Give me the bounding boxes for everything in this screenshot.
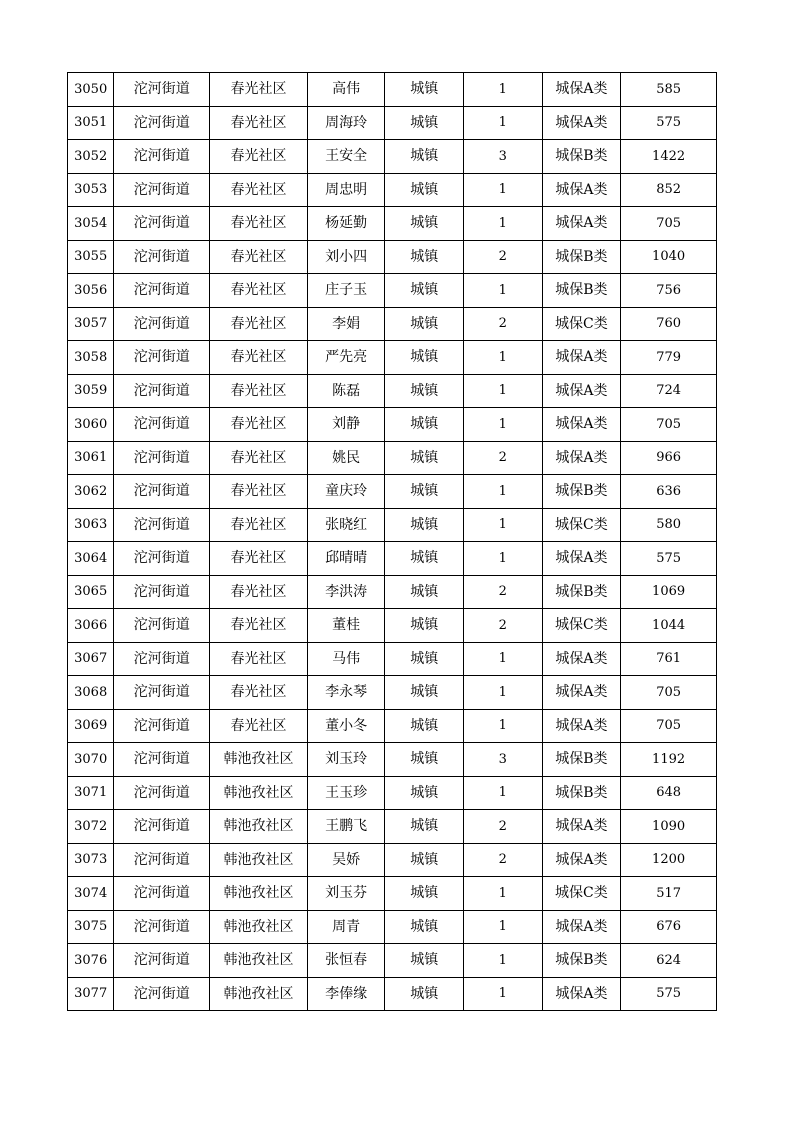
amount-cell: 761 [621,642,717,676]
category-cell: 城保A类 [542,642,621,676]
street-cell: 沱河街道 [114,408,210,442]
amount-cell: 852 [621,173,717,207]
table-row [68,642,717,676]
household-type-cell: 城镇 [385,575,464,609]
household-type-cell: 城镇 [385,408,464,442]
amount-cell: 517 [621,877,717,911]
serial-number-cell: 3058 [68,341,114,375]
street-cell: 沱河街道 [114,843,210,877]
community-cell: 韩池孜社区 [210,776,308,810]
name-cell: 庄子玉 [307,274,385,308]
member-count-cell: 1 [464,508,543,542]
table-row [68,441,717,475]
name-cell: 严先亮 [307,341,385,375]
household-type-cell: 城镇 [385,374,464,408]
category-cell: 城保A类 [542,341,621,375]
amount-cell: 585 [621,73,717,107]
community-cell: 韩池孜社区 [210,743,308,777]
name-cell: 李永琴 [307,676,385,710]
amount-cell: 575 [621,106,717,140]
member-count-cell: 2 [464,609,543,643]
name-cell: 吴娇 [307,843,385,877]
category-cell: 城保A类 [542,810,621,844]
member-count-cell: 1 [464,408,543,442]
amount-cell: 779 [621,341,717,375]
street-cell: 沱河街道 [114,810,210,844]
community-cell: 春光社区 [210,475,308,509]
category-cell: 城保A类 [542,408,621,442]
category-cell: 城保A类 [542,910,621,944]
community-cell: 春光社区 [210,240,308,274]
serial-number-cell: 3062 [68,475,114,509]
community-cell: 春光社区 [210,441,308,475]
name-cell: 刘小四 [307,240,385,274]
amount-cell: 1044 [621,609,717,643]
community-cell: 春光社区 [210,374,308,408]
amount-cell: 1200 [621,843,717,877]
table-row [68,240,717,274]
amount-cell: 580 [621,508,717,542]
name-cell: 周忠明 [307,173,385,207]
household-type-cell: 城镇 [385,508,464,542]
serial-number-cell: 3051 [68,106,114,140]
table-row [68,508,717,542]
community-cell: 春光社区 [210,709,308,743]
member-count-cell: 2 [464,441,543,475]
name-cell: 李娟 [307,307,385,341]
serial-number-cell: 3060 [68,408,114,442]
street-cell: 沱河街道 [114,575,210,609]
name-cell: 周青 [307,910,385,944]
household-type-cell: 城镇 [385,642,464,676]
category-cell: 城保B类 [542,475,621,509]
table-row [68,743,717,777]
member-count-cell: 1 [464,173,543,207]
amount-cell: 705 [621,408,717,442]
household-type-cell: 城镇 [385,106,464,140]
category-cell: 城保B类 [542,743,621,777]
member-count-cell: 1 [464,73,543,107]
name-cell: 刘静 [307,408,385,442]
amount-cell: 676 [621,910,717,944]
member-count-cell: 3 [464,140,543,174]
household-type-cell: 城镇 [385,977,464,1011]
name-cell: 姚民 [307,441,385,475]
community-cell: 春光社区 [210,73,308,107]
table-row [68,810,717,844]
serial-number-cell: 3069 [68,709,114,743]
serial-number-cell: 3053 [68,173,114,207]
category-cell: 城保A类 [542,441,621,475]
street-cell: 沱河街道 [114,609,210,643]
street-cell: 沱河街道 [114,274,210,308]
community-cell: 春光社区 [210,274,308,308]
name-cell: 高伟 [307,73,385,107]
community-cell: 春光社区 [210,173,308,207]
street-cell: 沱河街道 [114,73,210,107]
household-type-cell: 城镇 [385,140,464,174]
household-type-cell: 城镇 [385,877,464,911]
member-count-cell: 2 [464,810,543,844]
category-cell: 城保A类 [542,542,621,576]
name-cell: 董小冬 [307,709,385,743]
member-count-cell: 1 [464,207,543,241]
street-cell: 沱河街道 [114,106,210,140]
community-cell: 春光社区 [210,542,308,576]
serial-number-cell: 3076 [68,944,114,978]
household-type-cell: 城镇 [385,307,464,341]
amount-cell: 636 [621,475,717,509]
records-table [67,72,717,1011]
name-cell: 李洪涛 [307,575,385,609]
table-row [68,575,717,609]
member-count-cell: 3 [464,743,543,777]
community-cell: 春光社区 [210,341,308,375]
amount-cell: 966 [621,441,717,475]
table-row [68,944,717,978]
member-count-cell: 1 [464,542,543,576]
amount-cell: 1192 [621,743,717,777]
member-count-cell: 1 [464,877,543,911]
street-cell: 沱河街道 [114,944,210,978]
household-type-cell: 城镇 [385,207,464,241]
amount-cell: 648 [621,776,717,810]
community-cell: 春光社区 [210,307,308,341]
street-cell: 沱河街道 [114,776,210,810]
street-cell: 沱河街道 [114,877,210,911]
household-type-cell: 城镇 [385,810,464,844]
name-cell: 邱晴晴 [307,542,385,576]
street-cell: 沱河街道 [114,341,210,375]
table-row [68,374,717,408]
serial-number-cell: 3056 [68,274,114,308]
amount-cell: 624 [621,944,717,978]
community-cell: 春光社区 [210,106,308,140]
serial-number-cell: 3064 [68,542,114,576]
amount-cell: 705 [621,709,717,743]
member-count-cell: 1 [464,676,543,710]
street-cell: 沱河街道 [114,374,210,408]
name-cell: 刘玉玲 [307,743,385,777]
table-row [68,676,717,710]
category-cell: 城保C类 [542,877,621,911]
category-cell: 城保A类 [542,173,621,207]
community-cell: 韩池孜社区 [210,843,308,877]
household-type-cell: 城镇 [385,274,464,308]
table-row [68,977,717,1011]
table-row [68,274,717,308]
serial-number-cell: 3072 [68,810,114,844]
community-cell: 韩池孜社区 [210,877,308,911]
street-cell: 沱河街道 [114,642,210,676]
table-row [68,542,717,576]
street-cell: 沱河街道 [114,910,210,944]
name-cell: 张晓红 [307,508,385,542]
category-cell: 城保C类 [542,609,621,643]
amount-cell: 724 [621,374,717,408]
household-type-cell: 城镇 [385,944,464,978]
household-type-cell: 城镇 [385,910,464,944]
street-cell: 沱河街道 [114,475,210,509]
community-cell: 韩池孜社区 [210,977,308,1011]
serial-number-cell: 3057 [68,307,114,341]
category-cell: 城保A类 [542,709,621,743]
household-type-cell: 城镇 [385,776,464,810]
member-count-cell: 1 [464,709,543,743]
community-cell: 春光社区 [210,408,308,442]
table-row [68,475,717,509]
name-cell: 董桂 [307,609,385,643]
serial-number-cell: 3067 [68,642,114,676]
category-cell: 城保A类 [542,73,621,107]
serial-number-cell: 3063 [68,508,114,542]
serial-number-cell: 3077 [68,977,114,1011]
serial-number-cell: 3052 [68,140,114,174]
serial-number-cell: 3055 [68,240,114,274]
category-cell: 城保C类 [542,307,621,341]
category-cell: 城保A类 [542,676,621,710]
member-count-cell: 1 [464,341,543,375]
name-cell: 刘玉芬 [307,877,385,911]
member-count-cell: 1 [464,944,543,978]
table-row [68,341,717,375]
table-row [68,307,717,341]
community-cell: 韩池孜社区 [210,910,308,944]
household-type-cell: 城镇 [385,676,464,710]
community-cell: 春光社区 [210,609,308,643]
category-cell: 城保A类 [542,207,621,241]
household-type-cell: 城镇 [385,542,464,576]
category-cell: 城保B类 [542,575,621,609]
household-type-cell: 城镇 [385,743,464,777]
table-row [68,843,717,877]
amount-cell: 1069 [621,575,717,609]
community-cell: 韩池孜社区 [210,944,308,978]
name-cell: 陈磊 [307,374,385,408]
category-cell: 城保A类 [542,977,621,1011]
name-cell: 王鹏飞 [307,810,385,844]
category-cell: 城保B类 [542,274,621,308]
name-cell: 童庆玲 [307,475,385,509]
community-cell: 春光社区 [210,207,308,241]
member-count-cell: 1 [464,977,543,1011]
category-cell: 城保A类 [542,843,621,877]
serial-number-cell: 3070 [68,743,114,777]
category-cell: 城保A类 [542,374,621,408]
household-type-cell: 城镇 [385,73,464,107]
serial-number-cell: 3065 [68,575,114,609]
amount-cell: 575 [621,542,717,576]
street-cell: 沱河街道 [114,676,210,710]
table-row [68,106,717,140]
member-count-cell: 1 [464,910,543,944]
name-cell: 李俸缘 [307,977,385,1011]
amount-cell: 756 [621,274,717,308]
household-type-cell: 城镇 [385,709,464,743]
table-row [68,910,717,944]
serial-number-cell: 3068 [68,676,114,710]
name-cell: 张恒春 [307,944,385,978]
table-row [68,408,717,442]
member-count-cell: 1 [464,776,543,810]
member-count-cell: 1 [464,106,543,140]
table-row [68,140,717,174]
member-count-cell: 1 [464,475,543,509]
street-cell: 沱河街道 [114,240,210,274]
serial-number-cell: 3059 [68,374,114,408]
street-cell: 沱河街道 [114,173,210,207]
table-row [68,173,717,207]
table-row [68,609,717,643]
community-cell: 春光社区 [210,508,308,542]
category-cell: 城保B类 [542,240,621,274]
household-type-cell: 城镇 [385,475,464,509]
household-type-cell: 城镇 [385,609,464,643]
serial-number-cell: 3054 [68,207,114,241]
community-cell: 春光社区 [210,140,308,174]
street-cell: 沱河街道 [114,140,210,174]
street-cell: 沱河街道 [114,441,210,475]
community-cell: 春光社区 [210,676,308,710]
amount-cell: 1090 [621,810,717,844]
name-cell: 王玉珍 [307,776,385,810]
amount-cell: 705 [621,676,717,710]
amount-cell: 1040 [621,240,717,274]
street-cell: 沱河街道 [114,977,210,1011]
amount-cell: 575 [621,977,717,1011]
community-cell: 韩池孜社区 [210,810,308,844]
member-count-cell: 2 [464,843,543,877]
household-type-cell: 城镇 [385,173,464,207]
community-cell: 春光社区 [210,575,308,609]
table-row [68,73,717,107]
table-row [68,709,717,743]
street-cell: 沱河街道 [114,542,210,576]
street-cell: 沱河街道 [114,307,210,341]
table-row [68,877,717,911]
member-count-cell: 1 [464,374,543,408]
member-count-cell: 1 [464,274,543,308]
serial-number-cell: 3075 [68,910,114,944]
street-cell: 沱河街道 [114,207,210,241]
serial-number-cell: 3071 [68,776,114,810]
serial-number-cell: 3074 [68,877,114,911]
household-type-cell: 城镇 [385,441,464,475]
household-type-cell: 城镇 [385,843,464,877]
serial-number-cell: 3050 [68,73,114,107]
category-cell: 城保B类 [542,944,621,978]
table-row [68,207,717,241]
street-cell: 沱河街道 [114,709,210,743]
serial-number-cell: 3061 [68,441,114,475]
serial-number-cell: 3066 [68,609,114,643]
category-cell: 城保B类 [542,776,621,810]
member-count-cell: 2 [464,307,543,341]
serial-number-cell: 3073 [68,843,114,877]
member-count-cell: 2 [464,575,543,609]
category-cell: 城保B类 [542,140,621,174]
member-count-cell: 2 [464,240,543,274]
community-cell: 春光社区 [210,642,308,676]
table-row [68,776,717,810]
amount-cell: 705 [621,207,717,241]
name-cell: 马伟 [307,642,385,676]
household-type-cell: 城镇 [385,341,464,375]
name-cell: 杨延勤 [307,207,385,241]
name-cell: 周海玲 [307,106,385,140]
amount-cell: 1422 [621,140,717,174]
street-cell: 沱河街道 [114,743,210,777]
household-type-cell: 城镇 [385,240,464,274]
table-body [68,73,717,1011]
name-cell: 王安全 [307,140,385,174]
category-cell: 城保A类 [542,106,621,140]
member-count-cell: 1 [464,642,543,676]
street-cell: 沱河街道 [114,508,210,542]
category-cell: 城保C类 [542,508,621,542]
amount-cell: 760 [621,307,717,341]
